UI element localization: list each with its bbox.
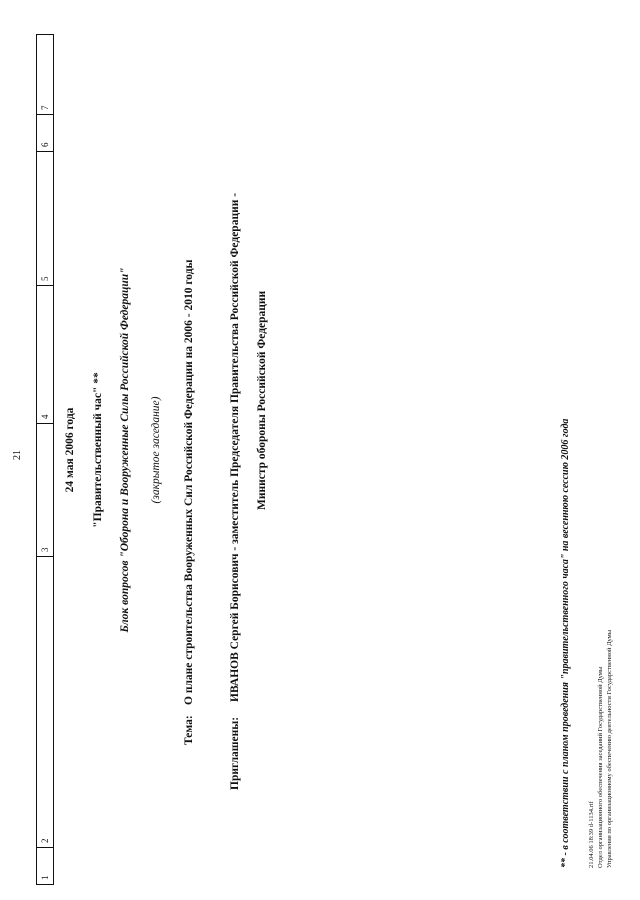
column-number-4: 4 (37, 285, 53, 423)
column-number-6: 6 (37, 114, 53, 151)
invited-line-1: ИВАНОВ Сергей Борисович - заместитель Председателя Правительства Российской Федерации - (229, 192, 241, 702)
footer-department-2: Управления по организационному обеспечению деятельности Государственной Думы (606, 629, 613, 868)
column-header-table (36, 34, 54, 885)
block-title: Блок вопросов "Оборона и Вооруженные Силы Российской Федерации" (119, 267, 131, 633)
column-number-5: 5 (37, 151, 53, 285)
topic-text: О плане строительства Вооруженных Сил Российской Федерации на 2006 - 2010 годы (183, 259, 195, 705)
meeting-date: 24 мая 2006 года (64, 407, 76, 493)
topic-label: Тема: (183, 715, 195, 745)
invited-label: Приглашены: (229, 716, 241, 790)
footer-department-1: Отдел организационного обеспечения заседаний Государственной Думы (597, 666, 604, 868)
column-number-7: 7 (40, 105, 50, 110)
event-title: "Правительственный час" ** (92, 372, 104, 528)
column-number-3: 3 (37, 423, 53, 556)
footnote: ** - в соответствии с планом проведения "правительственного часа" на весеннюю сессию 2006 года (560, 418, 571, 868)
session-type: (закрытое заседание) (150, 396, 162, 504)
footer-file-ref: 21.04.06 18:39 d-1134.rtf (588, 801, 595, 868)
column-number-1: 1 (37, 847, 53, 884)
column-number-2: 2 (37, 556, 53, 847)
invited-line-2: Министр обороны Российской Федерации (256, 290, 268, 510)
page-number: 21 (12, 450, 23, 460)
